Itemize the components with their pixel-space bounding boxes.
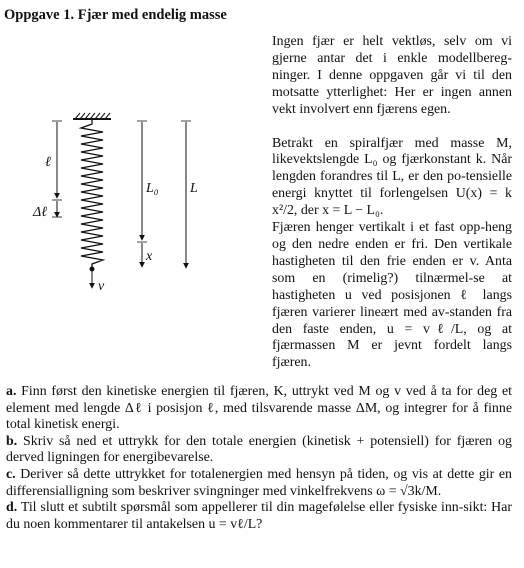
- question-b-letter: b.: [6, 433, 18, 449]
- question-d-letter: d.: [6, 500, 18, 516]
- question-a-letter: a.: [6, 384, 17, 399]
- ceiling-support: [73, 113, 111, 119]
- question-b-text: Skriv så ned et uttrykk for den totale energien (kinetisk + potensiell) for fjæren og derved ligningen for energibevarelse.: [6, 433, 512, 466]
- dimension-L: [181, 121, 198, 268]
- problem-title: Oppgave 1. Fjær med endelig masse: [4, 7, 227, 23]
- svg-text:Δℓ: Δℓ: [33, 205, 48, 220]
- questions-section: [6, 384, 512, 533]
- svg-text:L₀: L₀: [146, 181, 159, 196]
- svg-text:L: L: [190, 181, 198, 196]
- question-a: [6, 384, 512, 434]
- hanging-description-paragraph: Fjæren henger vertikalt i et fast opp-heng og den nedre enden er fri. Den vertikale hastigheten til den frie enden er v. Anta som en (rimelig?) tilnærmel-se at hastigheten u ved posisjonen ℓ langs fjæren varierer lineært med av-standen fra den faste enden, u = vℓ/L, og at fjærmassen M er jevnt fordelt langs fjæren.: [272, 220, 512, 371]
- dimension-x: [137, 242, 153, 267]
- description-column: [272, 34, 512, 372]
- question-a-text: Finn først den kinetiske energien til fjæren, K, uttrykt ved M og v ved å ta for deg et element med lengde Δℓ i posisjon ℓ, med tilsvarende masse ΔM, og integrer for å finne total kinetisk energi.: [6, 384, 512, 433]
- spring-figure: [0, 110, 260, 310]
- svg-text:ℓ: ℓ: [45, 155, 51, 170]
- dimension-delta-l: [32, 200, 62, 220]
- spring-description-paragraph: Betrakt en spiralfjær med masse M, likevektslengde L₀ og fjærkonstant k. Når lengden forandres til L, er den po-tensielle energi knyttet til forlengelsen U(x) = k x²/2, der x = L − L₀.: [272, 135, 512, 219]
- question-c-text: Deriver så dette uttrykket for totalenergien med hensyn på tiden, og vis at dette gir en differensialligning som beskriver svingninger med vinkelfrekvens ω = √3k/M.: [6, 466, 512, 499]
- dimension-L0: [137, 121, 159, 240]
- intro-paragraph: Ingen fjær er helt vektløs, selv om vi gjerne antar det i enkle modellbereg-ninger. I denne oppgaven går vi til den motsatte ytterlighet: Her er ingen annen vekt involvert enn fjærens egen.: [272, 34, 512, 117]
- velocity-label: v⃗: [98, 279, 116, 294]
- spring-diagram: [0, 110, 260, 310]
- question-c-letter: c.: [6, 466, 16, 482]
- question-b: [6, 434, 512, 467]
- question-d: [6, 500, 512, 533]
- dimension-l: [45, 121, 62, 198]
- spring-coil: [81, 119, 103, 268]
- svg-text:x: x: [146, 249, 153, 264]
- question-d-text: Til slutt et subtilt spørsmål som appellerer til din magefølelse eller fysiske inn-sikt: Har du noen kommentarer til antakelsen u = vℓ/L?: [6, 500, 512, 532]
- question-c: [6, 467, 512, 500]
